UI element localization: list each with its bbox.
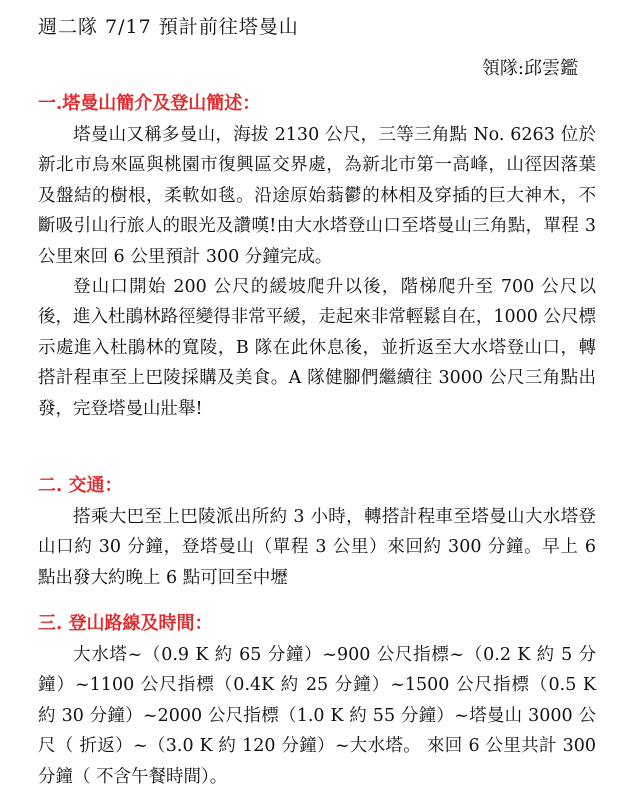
section-paragraph: 大水塔~（0.9 K 約 65 分鐘）~900 公尺指標~（0.2 K 約 5 分鐘）~1100 公尺指標（0.4K 約 25 分鐘）~1500 公尺指標（0.5 K 約 30 分鐘）~2000 公尺指標（1.0 K 約 55 分鐘）~塔曼山 3000 公尺（ 折返）~（3.0 K 約 120 分鐘）~大水塔。 來回 6 公里共計 300 分鐘（ 不含午餐時間）。 bbox=[38, 645, 596, 787]
document-title: 週二隊 7/17 預計前往塔曼山 bbox=[38, 16, 299, 38]
section-route-and-time bbox=[38, 612, 596, 792]
team-leader: 領隊:邱雲鑑 bbox=[481, 58, 578, 79]
section-heading: 二. 交通： bbox=[38, 475, 123, 496]
section-paragraph: 搭乘大巴至上巴陵派出所約 3 小時，轉搭計程車至塔曼山大水塔登山口約 30 分鐘，登塔曼山（單程 3 公里）來回約 300 分鐘。早上 6 點出發大約晚上 6 點可回至中壢 bbox=[38, 507, 596, 588]
section-heading: 三. 登山路線及時間： bbox=[38, 613, 213, 634]
section-introduction bbox=[38, 92, 596, 424]
section-heading: 一.塔曼山簡介及登山簡述： bbox=[38, 93, 261, 114]
section-transport bbox=[38, 474, 596, 593]
section-paragraph: 登山口開始 200 公尺的緩坡爬升以後，階梯爬升至 700 公尺以後，進入杜鵑林路徑變得非常平緩，走起來非常輕鬆自在，1000 公尺標示處進入杜鵑林的寬陵，B 隊在此休息後，並折返至大水塔登山口，轉搭計程車至上巴陵採購及美食。A 隊健腳們繼續往 3000 公尺三角點出發，完登塔曼山壯舉! bbox=[38, 277, 596, 419]
section-paragraph: 塔曼山又稱多曼山，海拔 2130 公尺，三等三角點 No. 6263 位於新北市烏來區與桃園市復興區交界處，為新北市第一高峰，山徑因落葉及盤結的樹根，柔軟如毯。沿途原始蓊鬱的林相及穿插的巨大神木，不斷吸引山行旅人的眼光及讚嘆!由大水塔登山口至塔曼山三角點，單程 3 公里來回 6 公里預計 300 分鐘完成。 bbox=[38, 125, 596, 267]
